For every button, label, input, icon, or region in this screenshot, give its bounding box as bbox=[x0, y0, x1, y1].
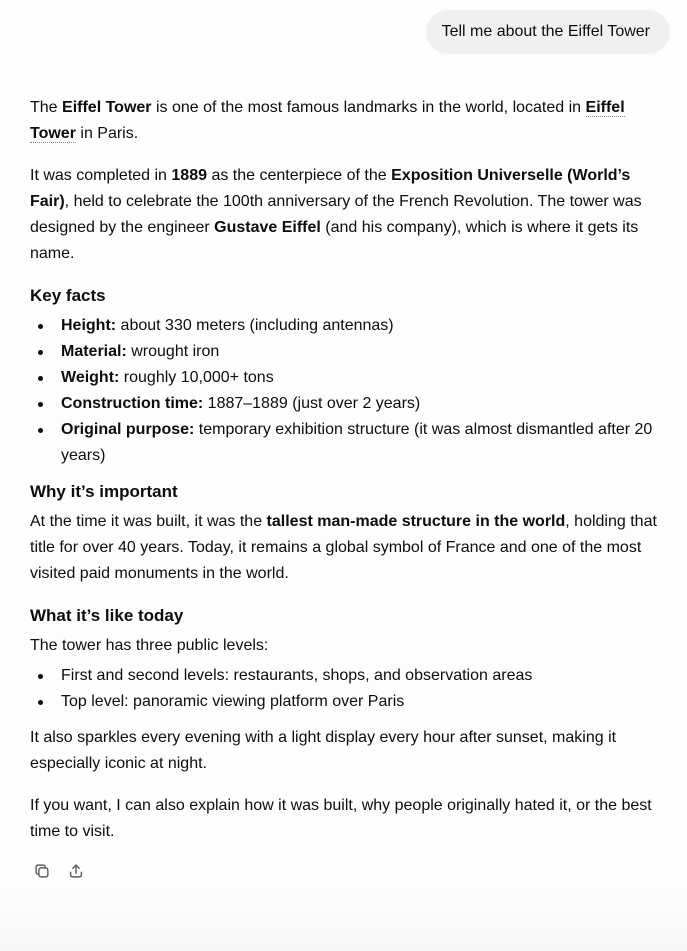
copy-icon bbox=[33, 862, 51, 880]
copy-button[interactable] bbox=[32, 861, 52, 881]
list-item bbox=[30, 313, 670, 339]
fact-label: Height: bbox=[61, 317, 117, 334]
levels-list bbox=[30, 663, 670, 715]
intro-text-1: The bbox=[30, 99, 63, 116]
share-button[interactable] bbox=[66, 861, 86, 881]
user-message-bubble: Tell me about the Eiffel Tower bbox=[426, 10, 670, 54]
importance-paragraph bbox=[30, 509, 670, 587]
assistant-response bbox=[30, 95, 670, 881]
history-text-1: It was completed in bbox=[30, 167, 172, 184]
fact-text: wrought iron bbox=[126, 343, 220, 360]
list-item bbox=[30, 365, 670, 391]
share-icon bbox=[67, 862, 85, 880]
intro-paragraph bbox=[30, 95, 670, 147]
list-item bbox=[30, 391, 670, 417]
sparkle-paragraph: It also sparkles every evening with a light display every hour after sunset, making it especially iconic at night. bbox=[30, 729, 617, 772]
key-facts-list bbox=[30, 313, 670, 469]
today-heading: What it’s like today bbox=[30, 606, 184, 625]
bottom-fade bbox=[0, 891, 687, 951]
history-bold-exposition: Exposition Universelle (World’s Fair) bbox=[30, 167, 631, 210]
fact-text: roughly 10,000+ tons bbox=[119, 369, 274, 386]
list-item: First and second levels: restaurants, shops, and observation areas bbox=[30, 663, 670, 689]
message-actions bbox=[30, 861, 670, 881]
history-text-2: as the centerpiece of the bbox=[207, 167, 392, 184]
importance-text-1: At the time it was built, it was the bbox=[30, 513, 267, 530]
intro-text-2: is one of the most famous landmarks in the world, located in bbox=[151, 99, 586, 116]
fact-label: Construction time: bbox=[61, 395, 204, 412]
eiffel-tower-entity-link[interactable]: Eiffel Tower bbox=[30, 99, 625, 142]
importance-text-2: , holding that title for over 40 years. Today, it remains a global symbol of France and one of the most visited paid monuments in the world. bbox=[30, 513, 657, 582]
importance-heading: Why it’s important bbox=[30, 482, 178, 501]
fact-label: Original purpose: bbox=[61, 421, 195, 438]
fact-label: Material: bbox=[61, 343, 127, 360]
today-intro: The tower has three public levels: bbox=[30, 637, 269, 654]
history-bold-year: 1889 bbox=[171, 167, 207, 184]
history-bold-engineer: Gustave Eiffel bbox=[214, 219, 321, 236]
fact-text: 1887–1889 (just over 2 years) bbox=[203, 395, 421, 412]
closing-paragraph: If you want, I can also explain how it was built, why people originally hated it, or the best time to visit. bbox=[30, 797, 652, 840]
user-message-row bbox=[426, 10, 670, 54]
list-item: Top level: panoramic viewing platform over Paris bbox=[30, 689, 670, 715]
intro-bold-eiffel: Eiffel Tower bbox=[62, 99, 152, 116]
key-facts-heading: Key facts bbox=[30, 286, 106, 305]
list-item bbox=[30, 417, 670, 469]
fact-label: Weight: bbox=[61, 369, 120, 386]
fact-text: temporary exhibition structure (it was almost dismantled after 20 years) bbox=[61, 421, 653, 464]
history-text-3: , held to celebrate the 100th anniversary of the French Revolution. The tower was designed by the engineer bbox=[30, 193, 642, 236]
history-paragraph bbox=[30, 163, 670, 267]
intro-text-3: in Paris. bbox=[75, 125, 139, 142]
history-text-4: (and his company), which is where it gets its name. bbox=[30, 219, 639, 262]
fact-text: about 330 meters (including antennas) bbox=[116, 317, 394, 334]
importance-bold: tallest man-made structure in the world bbox=[266, 513, 566, 530]
list-item bbox=[30, 339, 670, 365]
